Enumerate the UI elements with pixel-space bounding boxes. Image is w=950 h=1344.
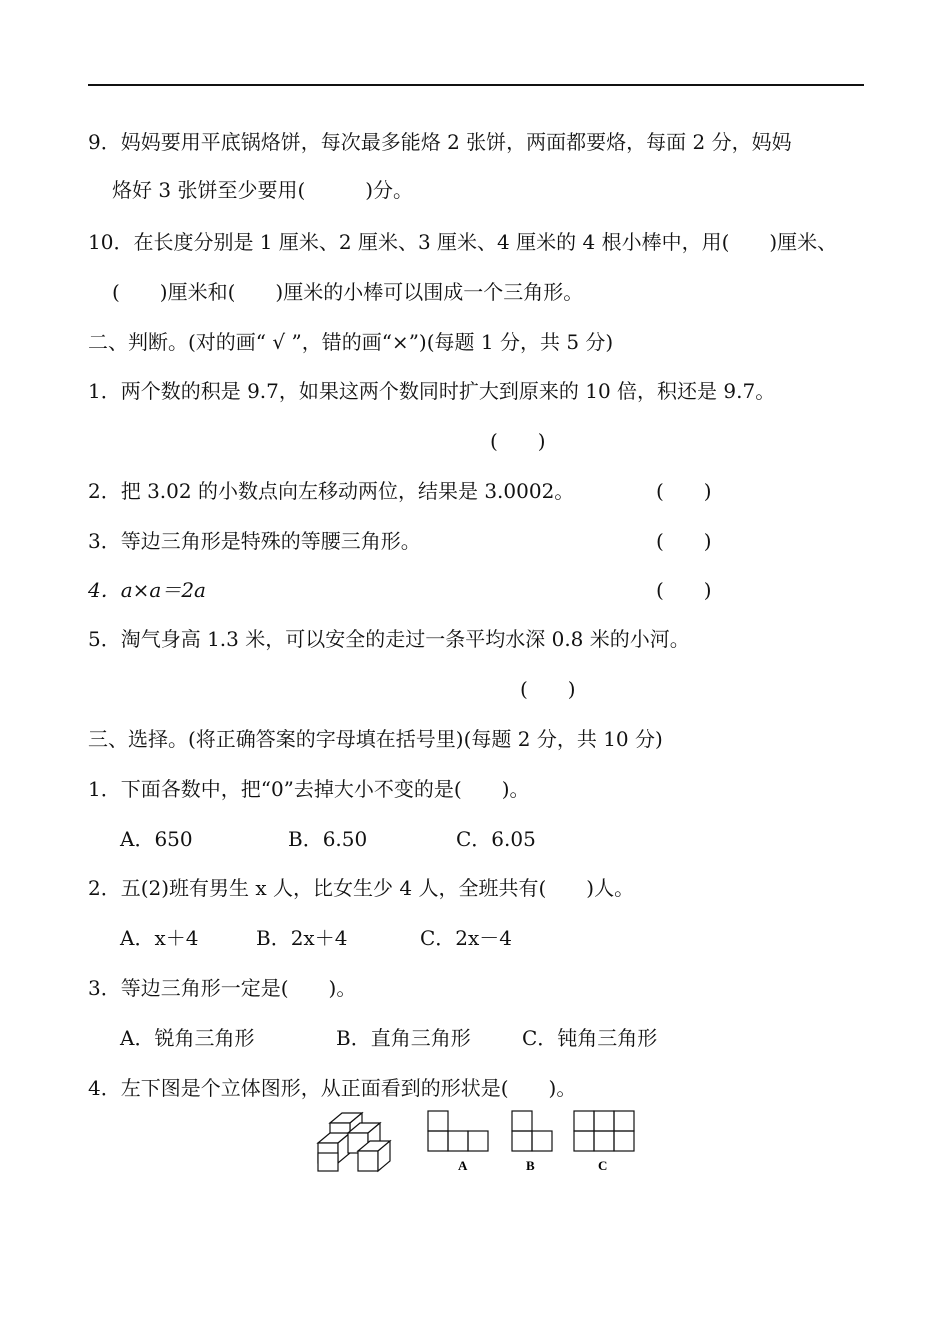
judge-1: 1．两个数的积是 9.7，如果这两个数同时扩大到原来的 10 倍，积还是 9.7。 — [88, 379, 776, 403]
choice-4-figure — [310, 1105, 650, 1180]
choice-3-option-c: C．钝角三角形 — [522, 1026, 658, 1050]
q9-line2: 烙好 3 张饼至少要用( )分。 — [112, 178, 414, 202]
choice-3-option-b: B．直角三角形 — [336, 1026, 471, 1050]
judge-1-blank: ( ) — [490, 429, 546, 453]
choice-2-option-a: A．x＋4 — [120, 926, 199, 950]
section3-title: 三、选择。(将正确答案的字母填在括号里)(每题 2 分，共 10 分) — [88, 727, 663, 751]
option-a-view — [428, 1111, 488, 1151]
choice-1-option-b: B．6.50 — [288, 827, 368, 851]
choice-1-option-c: C．6.05 — [456, 827, 536, 851]
choice-4: 4．左下图是个立体图形，从正面看到的形状是( )。 — [88, 1076, 577, 1100]
option-c-view — [574, 1111, 634, 1151]
judge-3-blank: ( ) — [656, 529, 712, 553]
q10-line1: 10．在长度分别是 1 厘米、2 厘米、3 厘米、4 厘米的 4 根小棒中，用( )厘米、 — [88, 230, 838, 254]
judge-5-blank: ( ) — [520, 677, 576, 701]
header-rule — [88, 84, 864, 86]
option-a-label: A — [458, 1158, 468, 1173]
choice-3: 3．等边三角形一定是( )。 — [88, 976, 357, 1000]
judge-4: 4．a×a＝2a — [88, 578, 206, 602]
judge-3: 3．等边三角形是特殊的等腰三角形。 — [88, 529, 421, 553]
section2-title: 二、判断。(对的画“ √ ”，错的画“×”)(每题 1 分，共 5 分) — [88, 330, 614, 354]
choice-2-option-b: B．2x＋4 — [256, 926, 348, 950]
choice-1: 1．下面各数中，把“0”去掉大小不变的是( )。 — [88, 777, 530, 801]
cube-stack-drawing — [318, 1113, 390, 1171]
option-c-label: C — [598, 1158, 608, 1173]
choice-2-option-c: C．2x－4 — [420, 926, 513, 950]
choice-1-option-a: A．650 — [120, 827, 193, 851]
q10-line2: ( )厘米和( )厘米的小棒可以围成一个三角形。 — [112, 280, 584, 304]
option-b-view — [512, 1111, 552, 1151]
judge-5: 5．淘气身高 1.3 米，可以安全的走过一条平均水深 0.8 米的小河。 — [88, 627, 690, 651]
q9-line1: 9．妈妈要用平底锅烙饼，每次最多能烙 2 张饼，两面都要烙，每面 2 分，妈妈 — [88, 130, 792, 154]
judge-4-blank: ( ) — [656, 578, 712, 602]
choice-3-option-a: A．锐角三角形 — [120, 1026, 255, 1050]
judge-2: 2．把 3.02 的小数点向左移动两位，结果是 3.0002。 — [88, 479, 575, 503]
judge-2-blank: ( ) — [656, 479, 712, 503]
option-b-label: B — [526, 1158, 535, 1173]
choice-2: 2．五(2)班有男生 x 人，比女生少 4 人，全班共有( )人。 — [88, 876, 635, 900]
